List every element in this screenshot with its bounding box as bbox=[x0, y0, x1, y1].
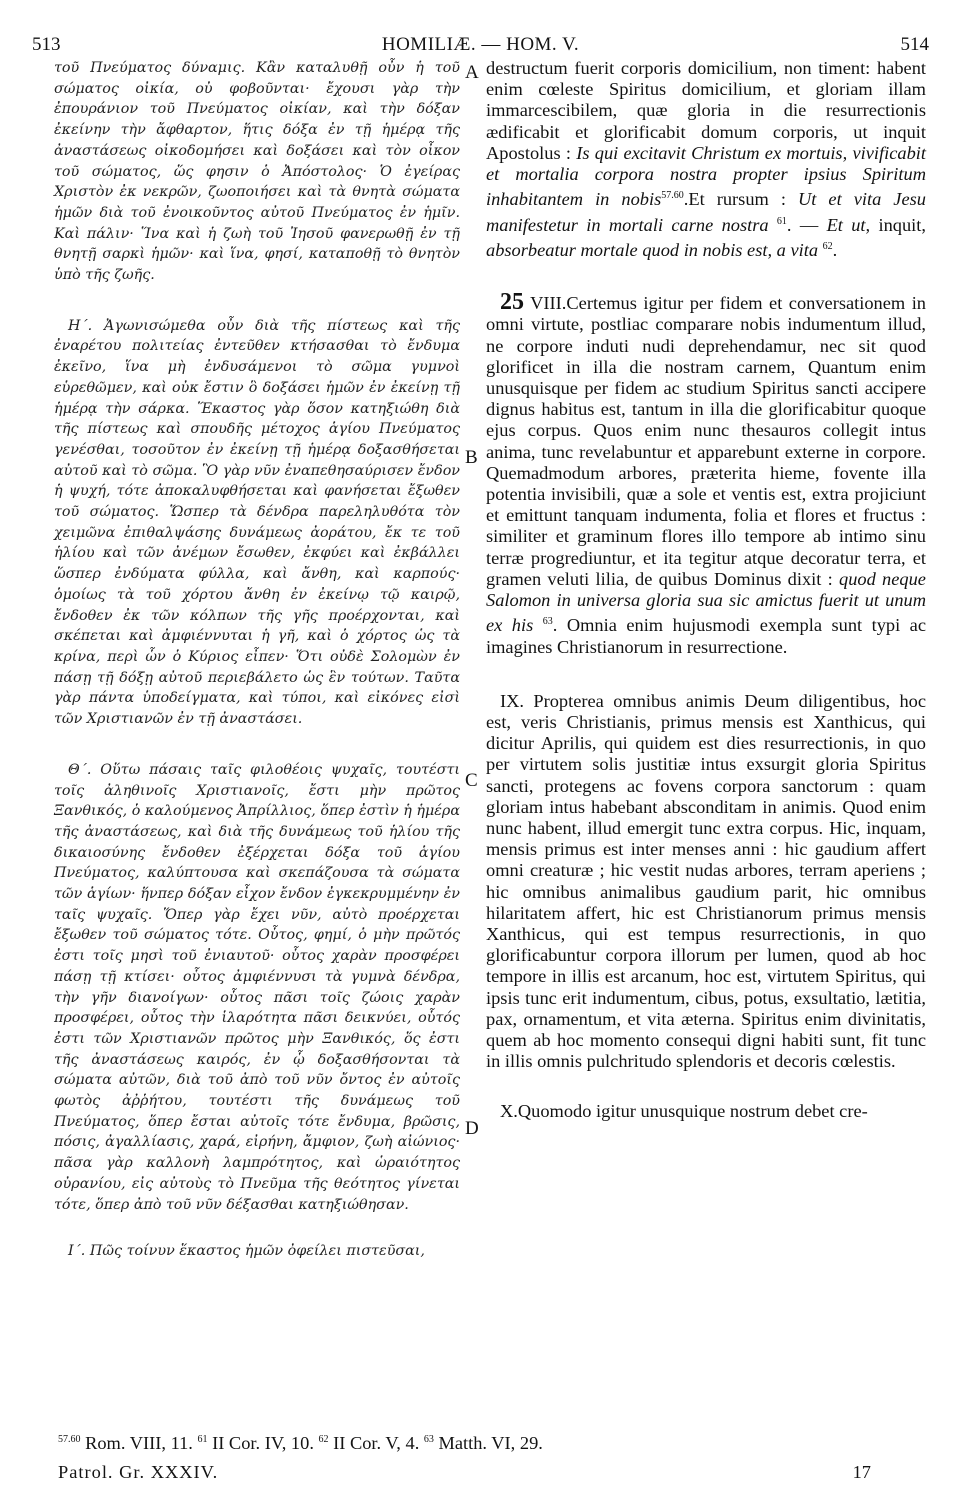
latin-paragraph-9: IX. Propterea omnibus animis Deum diligentibus, hoc est, veris Christianis, primus mensis est Xanthicus, qui dicitur Aprilis, qui quidem est dies resurrectionis, in quo per virtutem solis justitiæ intus exsurgit gloria Spiritus sancti, protegens ac fovens corpora sanctorum : quam gloriam intus habebant absconditam in animis. Quod enim nunc habent, illud emergit tunc extra corpus. Hic, inquam, mensis primus est inter menses anni : hic gaudium affert omni creaturæ ; hic vestit nudas arbores, terram aperiens ; hic omnibus animalibus gaudium parit, hic omnibus hilaritatem affert, hic est Christianorum primus mensis Xanthicus, qui est tempus resurrectionis, in quo glorificabuntur corpora illorum per lumen, quod ab hoc tempore in illis est arcanum, hoc est, virtutem Spiritus, qui ipsis tunc erit indumentum, cibus, potus, exsultatio, lætitia, pax, ornamentum, et vita æterna. Spiritus enim divinitatis, quem ab hoc momento consequi digni habiti sunt, fit tunc in illis omnis pulchritudo splendoris et decoris cœlestis. bbox=[486, 690, 926, 1072]
footer-series: Patrol. Gr. XXXIV. bbox=[58, 1462, 219, 1482]
footer-signature: 17 bbox=[852, 1462, 871, 1482]
greek-paragraph-8: Η΄. Ἀγωνισώμεθα οὖν διὰ τῆς πίστεως καὶ τῆς ἐναρέτου πολιτείας ἐντεῦθεν κτήσασθαι τὸ ἔνδυμα ἐκεῖνο, ἵνα μὴ ἐνδυσάμενοι τὸ σῶμα γυμνοὶ εὑρεθῶμεν, καὶ οὐκ ἔστιν ὃ δοξάσει ἡμῶν ἐν ἐκείνῃ τῇ ἡμέρᾳ τὴν σάρκα. Ἕκαστος γὰρ ὅσον κατηξιώθη διὰ τῆς πίστεως καὶ σπουδῆς μέτοχος ἁγίου Πνεύματος γενέσθαι, τοσοῦτον ἐν ἐκείνῃ τῇ ἡμέρᾳ δοξασθήσεται αὐτοῦ καὶ τὸ σῶμα. Ὃ γὰρ νῦν ἐναπεθησαύρισεν ἔνδον ἡ ψυχή, τότε ἀποκαλυφθήσεται καὶ φανήσεται ἔξωθεν τοῦ σώματος. Ὥσπερ τὰ δένδρα παρεληλυθότα τὸν χειμῶνα ἐπιθαλψάσης δυνάμεως ἀοράτου, ἔκ τε τοῦ ἡλίου καὶ τῶν ἀνέμων ἔσωθεν, ἐκφύει καὶ ἐκβάλλει ὥσπερ ἐνδύματα φύλλα, καὶ ἄνθη, καὶ καρπούς· ὁμοίως τὰ τοῦ χόρτου ἄνθη ἐν ἐκείνῳ τῷ καιρῷ, ἔνδοθεν ἐκ τῶν κόλπων τῆς γῆς προέρχονται, καὶ σκέπεται καὶ ἀμφιέννυται ἡ γῆ, καὶ ὁ χόρτος ὡς τὰ κρίνα, περὶ ὧν ὁ Κύριος εἶπεν· Ὅτι οὐδὲ Σολομὼν ἐν πάσῃ τῇ δόξῃ αὐτοῦ περιεβάλετο ὡς ἓν τούτων. Ταῦτα γὰρ πάντα ὑποδείγματα, καὶ τύποι, καὶ εἰκόνες εἰσὶ τῶν Χριστιανῶν ἐν τῇ ἀναστάσει. bbox=[54, 317, 460, 728]
footnote-ref: 63 bbox=[542, 616, 553, 628]
greek-paragraph-9: Θ΄. Οὕτω πάσαις ταῖς φιλοθέοις ψυχαῖς, τουτέστι τοῖς ἀληθινοῖς Χριστιανοῖς, ἔστι μὴν πρῶτος Ξανθικός, ὁ καλούμενος Ἀπρίλλιος, ὅπερ ἐστὶν ἡ ἡμέρα τῆς ἀναστάσεως, καὶ διὰ τῆς δυνάμεως τοῦ ἡλίου τῆς δικαιοσύνης ἔνδοθεν ἐξέρχεται δόξα τοῦ ἁγίου Πνεύματος, καλύπτουσα καὶ σκεπάζουσα τὰ σώματα τῶν ἁγίων· ἥνπερ δόξαν εἶχον ἔνδον ἐγκεκρυμμένην ἐν ταῖς ψυχαῖς. Ὅπερ γὰρ ἔχει νῦν, αὐτὸ προέρχεται ἔξωθεν τοῦ σώματος τότε. Οὗτος, φημί, ὁ μὴν πρῶτός ἐστι τοῖς μησὶ τοῦ ἐνιαυτοῦ· οὗτος χαρὰν προσφέρει πάσῃ τῇ κτίσει· οὗτος ἀμφιέννυσι τὰ γυμνὰ δένδρα, τὴν γῆν διανοίγων· οὗτος πᾶσι τοῖς ζώοις χαρὰν προσφέρει, οὗτος τὴν ἱλαρότητα πᾶσι δεικνύει, οὗτός ἐστι τῶν Χριστιανῶν πρῶτος μὴν Ξανθικός, ὅς ἐστι τῆς ἀναστάσεως καιρός, ἐν ᾧ δοξασθήσονται τὰ σώματα αὐτῶν, διὰ τοῦ ἀπὸ τοῦ νῦν ὄντος ἐν αὐτοῖς φωτὸς ἀῤῥήτου, τουτέστι τῆς δυνάμεως τοῦ Πνεύματος, ὅπερ ἔσται αὐτοῖς τότε ἔνδυμα, βρῶσις, πόσις, ἀγαλλίασις, χαρά, εἰρήνη, ἄμφιον, ζωὴ αἰώνιος· πᾶσα γὰρ καλλονὴ λαμπρότητος, καὶ ὡραιότητος οὐρανίου, εἰς αὐτοὺς τὸ Πνεῦμα τῆς θεότητος γίνεται τότε, ὅπερ ἀπὸ τοῦ νῦν δέξασθαι κατηξιώθησαν. bbox=[54, 761, 460, 1213]
greek-paragraph-10: Ι΄. Πῶς τοίνυν ἕκαστος ἡμῶν ὀφείλει πιστεῦσαι, bbox=[68, 1243, 425, 1260]
greek-paragraph-1: τοῦ Πνεύματος δύναμις. Κἂν καταλυθῇ οὖν ἡ τοῦ σώματος οἰκία, οὐ φοβοῦνται· ἔχουσι γὰρ τὴν ἐπουράνιον τοῦ Πνεύματος οἰκίαν, καὶ τὴν δόξαν ἐκείνην τὴν ἄφθαρτον, ἥτις δόξα ἐν τῇ ἡμέρᾳ τῆς ἀναστάσεως οἰκοδομήσει καὶ δοξάσει καὶ τὸν οἶκον τοῦ σώματος, ὥς φησιν ὁ Ἀπόστολος· Ὁ ἐγείρας Χριστὸν ἐκ νεκρῶν, ζωοποιήσει καὶ τὰ θνητὰ σώματα ἡμῶν διὰ τοῦ ἐνοικοῦντος αὐτοῦ Πνεύματος ἐν ἡμῖν. Καὶ πάλιν· Ἵνα καὶ ἡ ζωὴ τοῦ Ἰησοῦ φανερωθῇ ἐν τῇ θνητῇ σαρκὶ ἡμῶν· καὶ ἵνα, φησί, καταποθῇ τὸ θνητὸν ὑπὸ τῆς ζωῆς. bbox=[54, 60, 460, 284]
margin-marker-b: B bbox=[465, 447, 478, 468]
footnote-ref: 57.60 bbox=[661, 190, 684, 202]
margin-marker-a: A bbox=[465, 62, 479, 83]
greek-column bbox=[54, 58, 460, 1262]
footnotes: $^{57.60}$ Rom. VIII, 11. $^{61}$ II Cor. IV, 10. $^{62}$ II Cor. V, 4. $^{63}$ Matth. VI, 29. bbox=[58, 1433, 543, 1453]
column-number: 25 bbox=[500, 289, 524, 316]
page-number-right: 514 bbox=[900, 34, 929, 55]
latin-paragraph-10: X.Quomodo igitur unusquique nostrum debet cre- bbox=[500, 1101, 868, 1122]
page-number-left: 513 bbox=[32, 34, 61, 55]
latin-paragraph-8: 25 VIII.Certemus igitur per fidem et conversationem in omni virtute, postliac comparare nobis indumentum illud, ne corpore induti nudi deprehendamur, nec sit quod glorificet in illa die nostram carnem, Quantum enim unusquisque per fidem ac studium Spiritus sancti accipere dignus habitus est, tantum in illa die glorificabitur quoque ejus corpus. Quos enim nunc thesauros collegit intus anima, tunc revelabuntur et apparebunt externe in corpore. Quemadmodum arbores, præterita hieme, fovente illa potentia invisibili, quæ a sole et ventis est, extra projiciunt et emittunt tanquam indumenta, folia et flores et fructus : similiter et graminum flores illo tempore ab intimo sinu terræ progrediuntur, et ita tegitur atque decoratur terra, et gramen veluti lilia, de quibus Dominus dixit : quod neque Salomon in universa gloria sua sic amictus fuerit ut unum ex his $^{63}$. Omnia enim hujusmodi exempla sunt typi ac imagines Christianorum in resurrectione. bbox=[486, 289, 926, 657]
running-title: HOMILIÆ. — HOM. V. bbox=[381, 34, 580, 55]
footnote-ref: 62 bbox=[822, 240, 833, 252]
latin-paragraph-1: destructum fuerit corporis domicilium, non timent: habent enim cœleste Spiritus domicilium, et gloriam illam immarcescibilem, quæ gloria in die resurrectionis ædificabit et glorificabit domum corporis, ut inquit Apostolus : Is qui excitavit Christum ex mortuis, vivificabit et mortalia corpora nostra propter ipsius Spiritum inhabitantem in nobis$^{57.60}$.Et rursum : Ut et vita Jesu manifestetur in mortali carne nostra $^{61}$. — Et ut, inquit, absorbeatur mortale quod in nobis est, a vita $^{62}$. bbox=[486, 58, 926, 260]
margin-marker-d: D bbox=[465, 1118, 479, 1139]
footnote-ref: 61 bbox=[776, 215, 787, 227]
latin-column bbox=[486, 58, 926, 1123]
margin-marker-c: C bbox=[465, 770, 478, 791]
